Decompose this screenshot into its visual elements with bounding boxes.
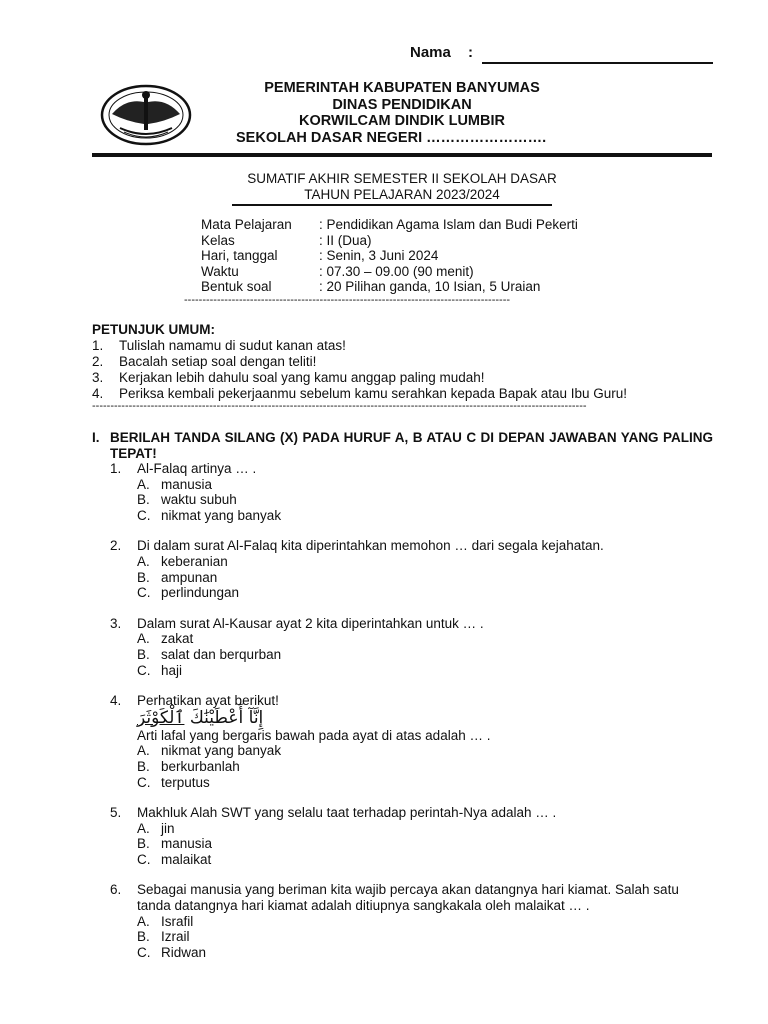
option-c[interactable]: C. Ridwan — [137, 944, 207, 960]
title-underline — [232, 204, 552, 206]
option-a[interactable]: A. Israfil — [137, 913, 194, 929]
general-instructions — [92, 322, 712, 402]
option-c[interactable]: C. haji — [137, 662, 183, 678]
option-b[interactable]: B. Izrail — [137, 929, 190, 945]
instruction-item: 4. Periksa kembali pekerjaanmu sebelum kamu serahkan kepada Bapak atau Ibu Guru! — [92, 386, 628, 401]
instruction-item: 2. Bacalah setiap soal dengan teliti! — [92, 354, 317, 369]
question-2: 2. Di dalam surat Al-Falaq kita diperintahkan memohon … dari segala kejahatan. A. keberanian B. ampunan C. perlindungan — [110, 538, 713, 600]
header-department: DINAS PENDIDIKAN — [332, 97, 472, 113]
banyumas-emblem-logo — [100, 84, 192, 146]
option-c[interactable]: C. nikmat yang banyak — [137, 507, 282, 523]
option-b[interactable]: B. manusia — [137, 836, 213, 852]
option-b[interactable]: B. berkurbanlah — [137, 758, 240, 774]
arabic-underlined-word: ٱلْكَوْثَرَ — [137, 707, 185, 728]
header-divider — [92, 153, 712, 157]
dashed-separator: --------------------------------------------------------------------------------------------------------------------------------------- — [92, 400, 587, 412]
header-government: PEMERINTAH KABUPATEN BANYUMAS — [264, 80, 540, 96]
name-input-line[interactable] — [482, 62, 713, 64]
option-a[interactable]: A. zakat — [137, 631, 194, 647]
header-school: SEKOLAH DASAR NEGERI ……………………. — [236, 130, 547, 146]
option-b[interactable]: B. salat dan berqurban — [137, 646, 282, 662]
question-6: 6. Sebagai manusia yang beriman kita wajib percaya akan datangnya hari kiamat. Salah satu tanda datangnya hari kiamat adalah ditiupnya sangkakala oleh malaikat … . A. Israfil B. Izrail C. Ridwan — [110, 882, 713, 960]
instruction-item: 1. Tulislah namamu di sudut kanan atas! — [92, 338, 346, 353]
option-a[interactable]: A. nikmat yang banyak — [137, 743, 282, 759]
exam-title: SUMATIF AKHIR SEMESTER II SEKOLAH DASAR — [247, 171, 557, 186]
option-b[interactable]: B. ampunan — [137, 569, 218, 585]
exam-info — [201, 217, 578, 295]
exam-year: TAHUN PELAJARAN 2023/2024 — [304, 187, 500, 202]
name-label: Nama — [410, 44, 451, 61]
info-row-time: Waktu : 07.30 – 09.00 (90 menit) — [201, 263, 474, 279]
question-5: 5. Makhluk Alah SWT yang selalu taat terhadap perintah-Nya adalah … . A. jin B. manusia C. malaikat — [110, 805, 713, 867]
instruction-item: 3. Kerjakan lebih dahulu soal yang kamu anggap paling mudah! — [92, 370, 485, 385]
info-row-date: Hari, tanggal : Senin, 3 Juni 2024 — [201, 248, 439, 263]
question-list — [110, 461, 713, 975]
arabic-verse-text: إِنَّآ أَعْطَيْنَٰكَ — [184, 707, 264, 728]
question-4: 4. Perhatikan ayat berikut! إِنَّآ أَعْطَيْنَٰكَ ٱلْكَوْثَرَ Arti lafal yang bergaris bawah pada ayat di atas adalah … . A. nikmat yang banyak B. berkurbanlah C. terputus — [110, 693, 713, 790]
option-a[interactable]: A. jin — [137, 820, 175, 836]
option-a[interactable]: A. manusia — [137, 476, 213, 492]
instructions-title: PETUNJUK UMUM: — [92, 322, 215, 337]
info-row-format: Bentuk soal : 20 Pilihan ganda, 10 Isian, 5 Uraian — [201, 279, 541, 294]
info-row-class: Kelas : II (Dua) — [201, 232, 372, 248]
option-c[interactable]: C. malaikat — [137, 851, 212, 867]
info-row-subject: Mata Pelajaran : Pendidikan Agama Islam dan Budi Pekerti — [201, 217, 578, 232]
question-subtext: Arti lafal yang bergaris bawah pada ayat di atas adalah … . — [137, 727, 491, 743]
option-c[interactable]: C. terputus — [137, 774, 210, 790]
question-1: 1. Al-Falaq artinya … . A. manusia B. waktu subuh C. nikmat yang banyak — [110, 461, 713, 523]
arabic-verse — [110, 709, 713, 728]
name-colon: : — [468, 44, 473, 61]
section-heading: I. BERILAH TANDA SILANG (X) PADA HURUF A, B ATAU C DI DEPAN JAWABAN YANG PALING TEPAT! — [92, 430, 713, 461]
header-korwilcam: KORWILCAM DINDIK LUMBIR — [299, 113, 505, 129]
dashed-separator: ----------------------------------------------------------------------------------------- — [184, 294, 511, 306]
option-c[interactable]: C. perlindungan — [137, 585, 240, 601]
option-b[interactable]: B. waktu subuh — [137, 492, 237, 508]
option-a[interactable]: A. keberanian — [137, 553, 228, 569]
question-3: 3. Dalam surat Al-Kausar ayat 2 kita diperintahkan untuk … . A. zakat B. salat dan berqurban C. haji — [110, 616, 713, 678]
